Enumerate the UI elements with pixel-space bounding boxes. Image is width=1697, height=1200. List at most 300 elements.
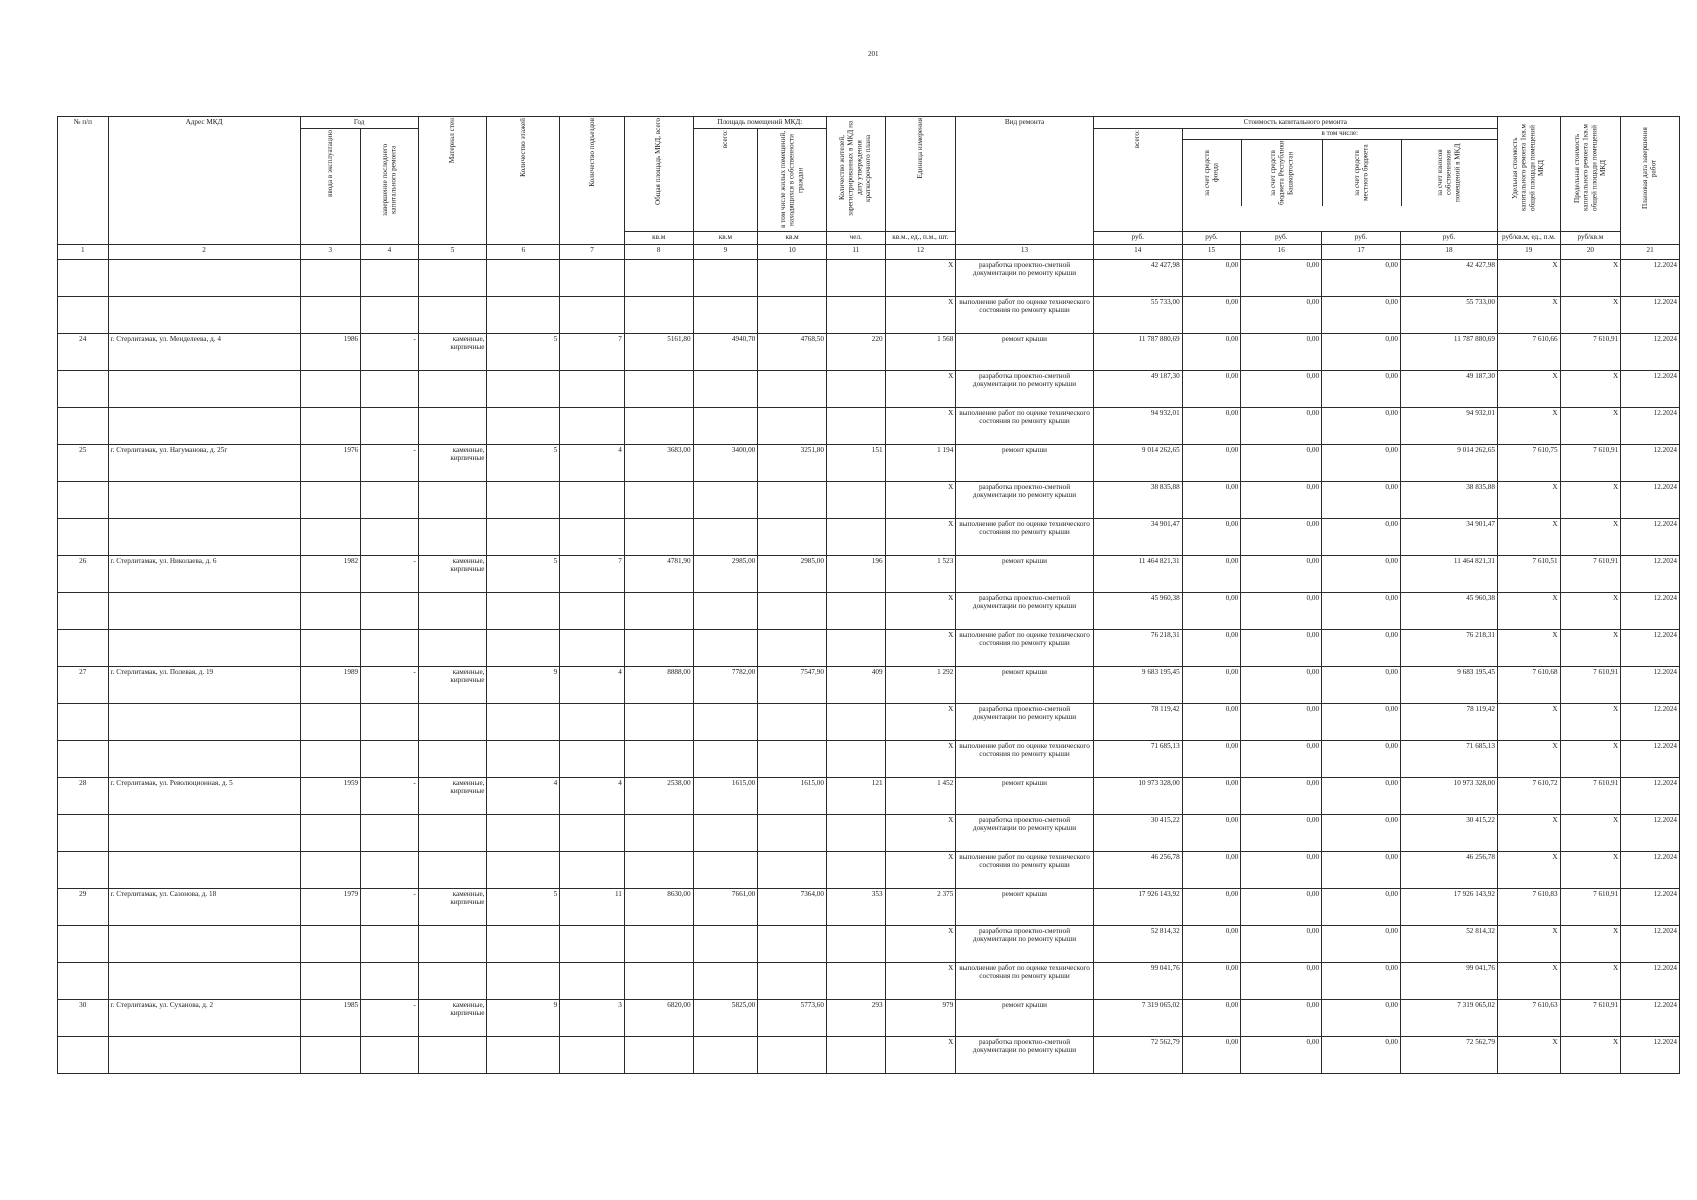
table-body xyxy=(58,259,1680,1073)
cell-material xyxy=(418,518,487,555)
cell-entrances xyxy=(560,592,625,629)
cell-fund: 0,00 xyxy=(1182,592,1241,629)
cell-area-total xyxy=(693,592,758,629)
cell-rb: 0,00 xyxy=(1241,888,1322,925)
cell-local: 0,00 xyxy=(1322,962,1401,999)
cell-material xyxy=(418,740,487,777)
header-cost-republic: за счет средств бюджета Республики Башкортостан xyxy=(1268,140,1294,205)
cell-year: 1986 xyxy=(300,333,361,370)
cell-area-total: 4940,70 xyxy=(693,333,758,370)
cell-last xyxy=(361,296,419,333)
cell-unit: X xyxy=(885,629,956,666)
cell-area: 8630,00 xyxy=(624,888,693,925)
cell-fund: 0,00 xyxy=(1182,703,1241,740)
cell-last xyxy=(361,851,419,888)
cell-unit: 1 568 xyxy=(885,333,956,370)
table-row xyxy=(58,888,1680,925)
cell-fund: 0,00 xyxy=(1182,814,1241,851)
cell-unit: X xyxy=(885,814,956,851)
cell-area xyxy=(624,740,693,777)
column-number: 8 xyxy=(624,244,693,259)
cell-fund: 0,00 xyxy=(1182,888,1241,925)
cell-no xyxy=(58,629,109,666)
cell-unit: 1 452 xyxy=(885,777,956,814)
cell-area-res: 7547,90 xyxy=(758,666,827,703)
table-row xyxy=(58,481,1680,518)
cell-unit: X xyxy=(885,703,956,740)
cell-ucost: 7 610,51 xyxy=(1497,555,1560,592)
cell-local: 0,00 xyxy=(1322,925,1401,962)
cell-date: 12.2024 xyxy=(1621,703,1680,740)
cell-floors xyxy=(487,851,560,888)
cell-material xyxy=(418,407,487,444)
cell-local: 0,00 xyxy=(1322,740,1401,777)
column-number: 19 xyxy=(1497,244,1560,259)
cell-address xyxy=(108,703,300,740)
cell-mcost: X xyxy=(1560,703,1621,740)
cell-unit: X xyxy=(885,518,956,555)
table-row xyxy=(58,333,1680,370)
cell-work: разработка проектно-сметной документации по ремонту крыши xyxy=(956,925,1093,962)
cell-material xyxy=(418,851,487,888)
cell-rb: 0,00 xyxy=(1241,333,1322,370)
column-number: 5 xyxy=(418,244,487,259)
cell-residents xyxy=(826,740,885,777)
cell-ucost: X xyxy=(1497,259,1560,296)
cell-fund: 0,00 xyxy=(1182,999,1241,1036)
cell-address xyxy=(108,814,300,851)
column-number: 3 xyxy=(300,244,361,259)
cell-no: 29 xyxy=(58,888,109,925)
cell-year xyxy=(300,592,361,629)
cell-total: 38 835,88 xyxy=(1093,481,1182,518)
cell-local: 0,00 xyxy=(1322,481,1401,518)
cell-last xyxy=(361,407,419,444)
cell-address xyxy=(108,962,300,999)
cell-total: 10 973 328,00 xyxy=(1093,777,1182,814)
cell-area-res xyxy=(758,962,827,999)
cell-area-res: 1615,00 xyxy=(758,777,827,814)
cell-area xyxy=(624,259,693,296)
cell-fund: 0,00 xyxy=(1182,962,1241,999)
cell-rb: 0,00 xyxy=(1241,1036,1322,1073)
unit-unit-cost: руб/кв.м, ед., п.м. xyxy=(1497,231,1560,244)
cell-no xyxy=(58,814,109,851)
cell-no xyxy=(58,851,109,888)
cell-total: 52 814,32 xyxy=(1093,925,1182,962)
cell-floors xyxy=(487,407,560,444)
repair-plan-table xyxy=(57,116,1680,1074)
cell-work: ремонт крыши xyxy=(956,333,1093,370)
header-area-total: всего: xyxy=(721,129,730,148)
cell-mcost: X xyxy=(1560,925,1621,962)
cell-area-res xyxy=(758,259,827,296)
cell-ucost: X xyxy=(1497,370,1560,407)
page-number: 201 xyxy=(868,50,879,58)
cell-owners: 71 685,13 xyxy=(1400,740,1497,777)
table-row xyxy=(58,555,1680,592)
cell-local: 0,00 xyxy=(1322,555,1401,592)
column-number: 10 xyxy=(758,244,827,259)
cell-unit: 1 194 xyxy=(885,444,956,481)
cell-area-res: 4768,50 xyxy=(758,333,827,370)
cell-floors xyxy=(487,925,560,962)
cell-no: 30 xyxy=(58,999,109,1036)
cell-residents: 293 xyxy=(826,999,885,1036)
cell-floors: 9 xyxy=(487,999,560,1036)
cell-area-total xyxy=(693,740,758,777)
cell-unit: 1 292 xyxy=(885,666,956,703)
header-address: Адрес МКД xyxy=(185,118,223,126)
cell-area-res: 5773,60 xyxy=(758,999,827,1036)
cell-total: 34 901,47 xyxy=(1093,518,1182,555)
cell-area: 8888,00 xyxy=(624,666,693,703)
cell-year xyxy=(300,629,361,666)
header-deadline: Плановая дата завершения работ xyxy=(1641,127,1659,209)
header-cost-incl: в том числе: xyxy=(1183,129,1497,140)
cell-mcost: 7 610,91 xyxy=(1560,444,1621,481)
column-number: 16 xyxy=(1241,244,1322,259)
cell-owners: 34 901,47 xyxy=(1400,518,1497,555)
cell-residents xyxy=(826,592,885,629)
cell-area xyxy=(624,851,693,888)
cell-unit: X xyxy=(885,296,956,333)
cell-address: г. Стерлитамак, ул. Революционная, д. 5 xyxy=(108,777,300,814)
cell-owners: 30 415,22 xyxy=(1400,814,1497,851)
cell-date: 12.2024 xyxy=(1621,481,1680,518)
cell-work: разработка проектно-сметной документации по ремонту крыши xyxy=(956,481,1093,518)
cell-no xyxy=(58,703,109,740)
cell-fund: 0,00 xyxy=(1182,407,1241,444)
cell-rb: 0,00 xyxy=(1241,259,1322,296)
cell-floors xyxy=(487,518,560,555)
cell-area-total xyxy=(693,370,758,407)
cell-area xyxy=(624,407,693,444)
cell-local: 0,00 xyxy=(1322,333,1401,370)
cell-mcost: 7 610,91 xyxy=(1560,666,1621,703)
cell-rb: 0,00 xyxy=(1241,999,1322,1036)
header-wall-material: Материал стен xyxy=(448,118,457,164)
cell-work: выполнение работ по оценке технического состояния по ремонту крыши xyxy=(956,518,1093,555)
cell-year: 1976 xyxy=(300,444,361,481)
cell-address xyxy=(108,296,300,333)
cell-no xyxy=(58,407,109,444)
cell-no: 27 xyxy=(58,666,109,703)
cell-work: выполнение работ по оценке технического состояния по ремонту крыши xyxy=(956,407,1093,444)
cell-area-total: 3400,00 xyxy=(693,444,758,481)
cell-fund: 0,00 xyxy=(1182,666,1241,703)
cell-last xyxy=(361,740,419,777)
cell-year: 1985 xyxy=(300,999,361,1036)
cell-address: г. Стерлитамак, ул. Сазонова, д. 18 xyxy=(108,888,300,925)
cell-date: 12.2024 xyxy=(1621,999,1680,1036)
cell-total: 45 960,38 xyxy=(1093,592,1182,629)
cell-date: 12.2024 xyxy=(1621,518,1680,555)
cell-address: г. Стерлитамак, ул. Суханова, д. 2 xyxy=(108,999,300,1036)
cell-year xyxy=(300,296,361,333)
header-year-commission: ввода в эксплуатацию xyxy=(326,129,334,197)
cell-owners: 46 256,78 xyxy=(1400,851,1497,888)
cell-area-total: 5825,00 xyxy=(693,999,758,1036)
cell-date: 12.2024 xyxy=(1621,777,1680,814)
cell-mcost: X xyxy=(1560,814,1621,851)
cell-last xyxy=(361,592,419,629)
cell-unit: X xyxy=(885,407,956,444)
cell-mcost: 7 610,91 xyxy=(1560,555,1621,592)
cell-ucost: X xyxy=(1497,962,1560,999)
cell-ucost: X xyxy=(1497,703,1560,740)
cell-local: 0,00 xyxy=(1322,703,1401,740)
cell-owners: 10 973 328,00 xyxy=(1400,777,1497,814)
cell-total: 9 683 195,45 xyxy=(1093,666,1182,703)
column-number: 6 xyxy=(487,244,560,259)
cell-date: 12.2024 xyxy=(1621,851,1680,888)
cell-year xyxy=(300,518,361,555)
cell-residents xyxy=(826,925,885,962)
cell-owners: 99 041,76 xyxy=(1400,962,1497,999)
cell-fund: 0,00 xyxy=(1182,629,1241,666)
cell-owners: 17 926 143,92 xyxy=(1400,888,1497,925)
cell-mcost: X xyxy=(1560,407,1621,444)
cell-year xyxy=(300,1036,361,1073)
cell-rb: 0,00 xyxy=(1241,629,1322,666)
column-number: 12 xyxy=(885,244,956,259)
cell-total: 99 041,76 xyxy=(1093,962,1182,999)
cell-ucost: 7 610,66 xyxy=(1497,333,1560,370)
cell-local: 0,00 xyxy=(1322,370,1401,407)
cell-residents xyxy=(826,962,885,999)
cell-entrances xyxy=(560,962,625,999)
cell-owners: 9 014 262,65 xyxy=(1400,444,1497,481)
cell-rb: 0,00 xyxy=(1241,703,1322,740)
cell-residents: 121 xyxy=(826,777,885,814)
cell-no xyxy=(58,481,109,518)
cell-no xyxy=(58,592,109,629)
cell-no xyxy=(58,740,109,777)
cell-fund: 0,00 xyxy=(1182,1036,1241,1073)
cell-material: каменные, кирпичные xyxy=(418,444,487,481)
cell-residents xyxy=(826,851,885,888)
table-row xyxy=(58,925,1680,962)
cell-material xyxy=(418,481,487,518)
cell-date: 12.2024 xyxy=(1621,962,1680,999)
cell-local: 0,00 xyxy=(1322,888,1401,925)
cell-entrances xyxy=(560,740,625,777)
table-row xyxy=(58,851,1680,888)
cell-ucost: X xyxy=(1497,481,1560,518)
table-row xyxy=(58,407,1680,444)
cell-entrances: 4 xyxy=(560,444,625,481)
cell-area-res xyxy=(758,592,827,629)
table-row xyxy=(58,703,1680,740)
header-premises-group: Площадь помещений МКД: xyxy=(717,118,803,126)
cell-residents xyxy=(826,407,885,444)
cell-area-total xyxy=(693,1036,758,1073)
cell-fund: 0,00 xyxy=(1182,777,1241,814)
unit-area-residential: кв.м xyxy=(758,231,827,244)
cell-mcost: X xyxy=(1560,851,1621,888)
cell-rb: 0,00 xyxy=(1241,666,1322,703)
cell-total: 78 119,42 xyxy=(1093,703,1182,740)
table-row xyxy=(58,1036,1680,1073)
cell-floors xyxy=(487,629,560,666)
cell-last xyxy=(361,481,419,518)
cell-ucost: X xyxy=(1497,1036,1560,1073)
table-row xyxy=(58,666,1680,703)
cell-unit: 1 523 xyxy=(885,555,956,592)
header-entrances: Количество подъездов xyxy=(587,118,596,187)
column-number: 14 xyxy=(1093,244,1182,259)
cell-last xyxy=(361,814,419,851)
cell-work: разработка проектно-сметной документации по ремонту крыши xyxy=(956,370,1093,407)
column-number: 15 xyxy=(1182,244,1241,259)
cell-area-res xyxy=(758,296,827,333)
unit-max-cost: руб/кв.м xyxy=(1560,231,1621,244)
cell-no: 24 xyxy=(58,333,109,370)
cell-floors xyxy=(487,962,560,999)
cell-total: 72 562,79 xyxy=(1093,1036,1182,1073)
cell-date: 12.2024 xyxy=(1621,370,1680,407)
cell-area-res: 3251,80 xyxy=(758,444,827,481)
cell-ucost: X xyxy=(1497,592,1560,629)
header-cost-group: Стоимость капитального ремонта xyxy=(1243,118,1347,126)
cell-rb: 0,00 xyxy=(1241,925,1322,962)
cell-residents: 151 xyxy=(826,444,885,481)
header-total-area: Общая площадь МКД, всего xyxy=(654,118,663,206)
cell-unit: X xyxy=(885,592,956,629)
cell-year xyxy=(300,740,361,777)
cell-area-total xyxy=(693,851,758,888)
cell-fund: 0,00 xyxy=(1182,925,1241,962)
cell-rb: 0,00 xyxy=(1241,592,1322,629)
cell-no xyxy=(58,296,109,333)
cell-ucost: 7 610,83 xyxy=(1497,888,1560,925)
cell-floors xyxy=(487,370,560,407)
cell-fund: 0,00 xyxy=(1182,518,1241,555)
cell-entrances: 4 xyxy=(560,666,625,703)
column-number-row xyxy=(58,244,1680,259)
cell-floors xyxy=(487,703,560,740)
cell-owners: 38 835,88 xyxy=(1400,481,1497,518)
cell-entrances xyxy=(560,407,625,444)
unit-unit: кв.м., ед., п.м., шт. xyxy=(885,231,956,244)
cell-area xyxy=(624,925,693,962)
cell-area-total xyxy=(693,814,758,851)
cell-rb: 0,00 xyxy=(1241,518,1322,555)
header-no: № п/п xyxy=(73,118,92,126)
cell-unit: X xyxy=(885,925,956,962)
cell-total: 9 014 262,65 xyxy=(1093,444,1182,481)
column-number: 18 xyxy=(1400,244,1497,259)
cell-floors: 5 xyxy=(487,555,560,592)
cell-work: ремонт крыши xyxy=(956,666,1093,703)
cell-floors xyxy=(487,814,560,851)
cell-material: каменные, кирпичные xyxy=(418,888,487,925)
cell-area xyxy=(624,1036,693,1073)
cell-floors: 5 xyxy=(487,333,560,370)
cell-owners: 52 814,32 xyxy=(1400,925,1497,962)
cell-year xyxy=(300,962,361,999)
cell-work: выполнение работ по оценке технического состояния по ремонту крыши xyxy=(956,740,1093,777)
cell-year xyxy=(300,851,361,888)
cell-area-res xyxy=(758,925,827,962)
unit-cost-local: руб. xyxy=(1322,231,1401,244)
cell-residents xyxy=(826,703,885,740)
header-unit: Единица измерения xyxy=(916,118,925,179)
cell-rb: 0,00 xyxy=(1241,740,1322,777)
cell-area xyxy=(624,629,693,666)
table-row xyxy=(58,370,1680,407)
cell-floors: 5 xyxy=(487,444,560,481)
cell-work: ремонт крыши xyxy=(956,555,1093,592)
cell-local: 0,00 xyxy=(1322,444,1401,481)
column-number: 13 xyxy=(956,244,1093,259)
cell-rb: 0,00 xyxy=(1241,555,1322,592)
cell-last: - xyxy=(361,666,419,703)
cell-rb: 0,00 xyxy=(1241,444,1322,481)
cell-local: 0,00 xyxy=(1322,259,1401,296)
cell-no xyxy=(58,1036,109,1073)
cell-local: 0,00 xyxy=(1322,592,1401,629)
cell-floors xyxy=(487,1036,560,1073)
cell-ucost: X xyxy=(1497,740,1560,777)
cell-material xyxy=(418,703,487,740)
cell-owners: 72 562,79 xyxy=(1400,1036,1497,1073)
cell-mcost: 7 610,91 xyxy=(1560,333,1621,370)
cell-date: 12.2024 xyxy=(1621,259,1680,296)
cell-area-total xyxy=(693,296,758,333)
cell-address xyxy=(108,407,300,444)
cell-fund: 0,00 xyxy=(1182,296,1241,333)
cell-year: 1959 xyxy=(300,777,361,814)
cell-mcost: X xyxy=(1560,259,1621,296)
cell-no: 25 xyxy=(58,444,109,481)
cell-year xyxy=(300,407,361,444)
cell-last xyxy=(361,259,419,296)
cell-total: 71 685,13 xyxy=(1093,740,1182,777)
cell-material xyxy=(418,814,487,851)
cell-no xyxy=(58,518,109,555)
cell-rb: 0,00 xyxy=(1241,851,1322,888)
cell-date: 12.2024 xyxy=(1621,814,1680,851)
cell-unit: X xyxy=(885,851,956,888)
cell-date: 12.2024 xyxy=(1621,333,1680,370)
cell-local: 0,00 xyxy=(1322,407,1401,444)
cell-owners: 9 683 195,45 xyxy=(1400,666,1497,703)
cell-no: 28 xyxy=(58,777,109,814)
cell-fund: 0,00 xyxy=(1182,740,1241,777)
cell-date: 12.2024 xyxy=(1621,740,1680,777)
cell-owners: 78 119,42 xyxy=(1400,703,1497,740)
cell-address xyxy=(108,481,300,518)
cell-area: 3683,00 xyxy=(624,444,693,481)
header-floors: Количество этажей xyxy=(519,118,527,177)
table-row xyxy=(58,740,1680,777)
cell-last xyxy=(361,629,419,666)
cell-total: 46 256,78 xyxy=(1093,851,1182,888)
cell-date: 12.2024 xyxy=(1621,555,1680,592)
cell-area-res xyxy=(758,703,827,740)
cell-address xyxy=(108,629,300,666)
column-number: 11 xyxy=(826,244,885,259)
cell-ucost: X xyxy=(1497,629,1560,666)
cell-last xyxy=(361,1036,419,1073)
cell-area xyxy=(624,296,693,333)
cell-no xyxy=(58,962,109,999)
cell-residents xyxy=(826,296,885,333)
cell-work: ремонт крыши xyxy=(956,999,1093,1036)
cell-mcost: 7 610,91 xyxy=(1560,888,1621,925)
